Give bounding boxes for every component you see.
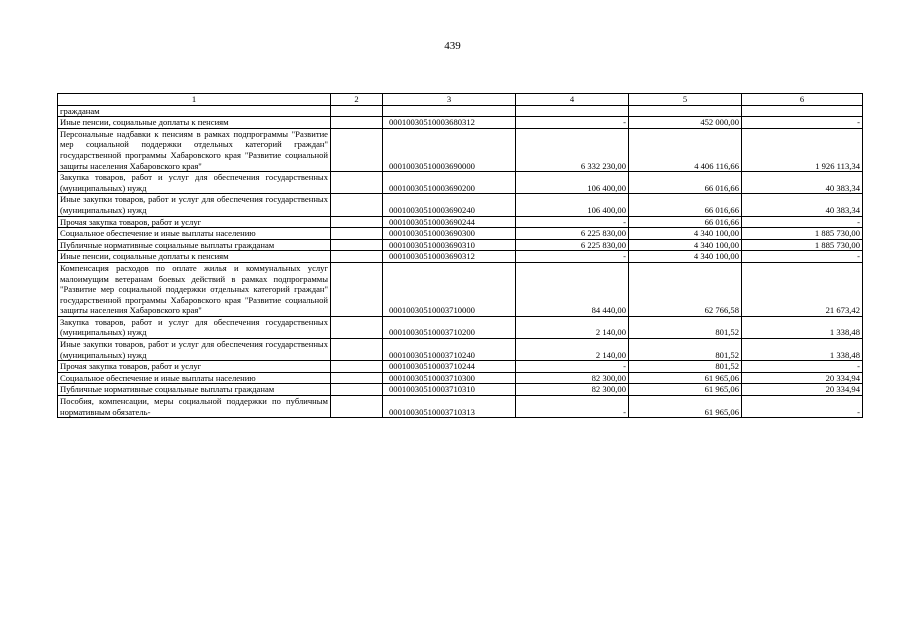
table-row: [58, 316, 863, 338]
row-value4-cell: 106 400,00: [516, 194, 629, 216]
row-name-cell: Иные закупки товаров, работ и услуг для обеспечения государственных (муниципальных) нужд: [58, 194, 331, 216]
row-col2-cell: [331, 105, 383, 117]
row-name-cell: Прочая закупка товаров, работ и услуг: [58, 216, 331, 228]
table-row: [58, 262, 863, 316]
row-col2-cell: [331, 316, 383, 338]
row-value5-cell: 66 016,66: [629, 216, 742, 228]
column-header-4: 4: [516, 94, 629, 106]
row-col2-cell: [331, 239, 383, 251]
row-value6-cell: -: [742, 216, 863, 228]
row-col2-cell: [331, 194, 383, 216]
row-value5-cell: 801,52: [629, 361, 742, 373]
row-col2-cell: [331, 384, 383, 396]
row-col2-cell: [331, 128, 383, 171]
row-name-cell: Иные пенсии, социальные доплаты к пенсиям: [58, 251, 331, 263]
row-name-cell: Компенсация расходов по оплате жилья и коммунальных услуг малоимущим ветеранам боевых действий в рамках подпрограммы "Развитие мер социальной поддержки отдельных категорий граждан" государственной программы Хабаровского края "Развитие социальной защиты населения Хабаровского края": [58, 262, 331, 316]
row-value4-cell: -: [516, 361, 629, 373]
column-header-6: 6: [742, 94, 863, 106]
row-col2-cell: [331, 361, 383, 373]
row-value4-cell: 2 140,00: [516, 339, 629, 361]
row-code-cell: 00010030510003710240: [383, 339, 516, 361]
row-value4-cell: [516, 105, 629, 117]
row-value4-cell: 6 225 830,00: [516, 239, 629, 251]
table-row: [58, 228, 863, 240]
table-row: [58, 396, 863, 418]
row-value6-cell: -: [742, 361, 863, 373]
column-header-5: 5: [629, 94, 742, 106]
row-name-cell: гражданам: [58, 105, 331, 117]
row-value5-cell: 62 766,58: [629, 262, 742, 316]
row-value5-cell: 801,52: [629, 339, 742, 361]
table-row: [58, 384, 863, 396]
row-value6-cell: 21 673,42: [742, 262, 863, 316]
row-value4-cell: 6 225 830,00: [516, 228, 629, 240]
row-value6-cell: 1 338,48: [742, 316, 863, 338]
row-code-cell: 00010030510003710200: [383, 316, 516, 338]
row-name-cell: Закупка товаров, работ и услуг для обеспечения государственных (муниципальных) нужд: [58, 172, 331, 194]
row-col2-cell: [331, 251, 383, 263]
row-value4-cell: 82 300,00: [516, 372, 629, 384]
row-name-cell: Иные закупки товаров, работ и услуг для обеспечения государственных (муниципальных) нужд: [58, 339, 331, 361]
row-value6-cell: 20 334,94: [742, 384, 863, 396]
row-col2-cell: [331, 216, 383, 228]
page-number: 439: [444, 40, 461, 52]
row-value6-cell: 40 383,34: [742, 194, 863, 216]
row-col2-cell: [331, 172, 383, 194]
row-value4-cell: 82 300,00: [516, 384, 629, 396]
row-value5-cell: 452 000,00: [629, 117, 742, 129]
table-row: [58, 117, 863, 129]
row-value4-cell: -: [516, 216, 629, 228]
row-col2-cell: [331, 228, 383, 240]
table-row: [58, 339, 863, 361]
row-value6-cell: [742, 105, 863, 117]
table-row: [58, 194, 863, 216]
row-name-cell: Закупка товаров, работ и услуг для обеспечения государственных (муниципальных) нужд: [58, 316, 331, 338]
row-value5-cell: 61 965,06: [629, 384, 742, 396]
row-code-cell: 00010030510003690244: [383, 216, 516, 228]
row-value5-cell: 66 016,66: [629, 172, 742, 194]
row-code-cell: [383, 105, 516, 117]
table-header-row: [58, 94, 863, 106]
table-row: [58, 372, 863, 384]
row-value5-cell: 61 965,06: [629, 396, 742, 418]
row-value6-cell: 1 885 730,00: [742, 239, 863, 251]
row-code-cell: 00010030510003690200: [383, 172, 516, 194]
row-col2-cell: [331, 396, 383, 418]
row-value5-cell: 801,52: [629, 316, 742, 338]
row-value4-cell: 106 400,00: [516, 172, 629, 194]
row-value6-cell: 1 885 730,00: [742, 228, 863, 240]
column-header-1: 1: [58, 94, 331, 106]
row-value6-cell: -: [742, 251, 863, 263]
row-name-cell: Публичные нормативные социальные выплаты гражданам: [58, 239, 331, 251]
row-value4-cell: 2 140,00: [516, 316, 629, 338]
row-name-cell: Пособия, компенсации, меры социальной поддержки по публичным нормативным обязатель-: [58, 396, 331, 418]
row-name-cell: Персональные надбавки к пенсиям в рамках подпрограммы "Развитие мер социальной поддержки отдельных категорий граждан" государственной программы Хабаровского края "Развитие социальной защиты населения Хабаровского края": [58, 128, 331, 171]
row-code-cell: 00010030510003690300: [383, 228, 516, 240]
row-value4-cell: -: [516, 251, 629, 263]
table-row: [58, 361, 863, 373]
table-row: [58, 105, 863, 117]
row-col2-cell: [331, 117, 383, 129]
row-code-cell: 00010030510003710313: [383, 396, 516, 418]
row-code-cell: 00010030510003710300: [383, 372, 516, 384]
row-value5-cell: 4 340 100,00: [629, 239, 742, 251]
row-code-cell: 00010030510003690310: [383, 239, 516, 251]
budget-table: [57, 93, 863, 418]
row-name-cell: Социальное обеспечение и иные выплаты населению: [58, 372, 331, 384]
row-col2-cell: [331, 339, 383, 361]
row-code-cell: 00010030510003680312: [383, 117, 516, 129]
row-name-cell: Иные пенсии, социальные доплаты к пенсиям: [58, 117, 331, 129]
row-code-cell: 00010030510003690312: [383, 251, 516, 263]
column-header-2: 2: [331, 94, 383, 106]
row-code-cell: 00010030510003710310: [383, 384, 516, 396]
row-name-cell: Прочая закупка товаров, работ и услуг: [58, 361, 331, 373]
row-value5-cell: 4 406 116,66: [629, 128, 742, 171]
row-code-cell: 00010030510003710000: [383, 262, 516, 316]
column-header-3: 3: [383, 94, 516, 106]
table-row: [58, 239, 863, 251]
row-code-cell: 00010030510003690240: [383, 194, 516, 216]
row-code-cell: 00010030510003710244: [383, 361, 516, 373]
table-row: [58, 251, 863, 263]
row-value5-cell: [629, 105, 742, 117]
row-value6-cell: -: [742, 117, 863, 129]
row-code-cell: 00010030510003690000: [383, 128, 516, 171]
table-row: [58, 128, 863, 171]
row-value4-cell: 6 332 230,00: [516, 128, 629, 171]
row-value6-cell: 1 926 113,34: [742, 128, 863, 171]
row-value5-cell: 4 340 100,00: [629, 228, 742, 240]
row-col2-cell: [331, 372, 383, 384]
row-value6-cell: 40 383,34: [742, 172, 863, 194]
row-name-cell: Социальное обеспечение и иные выплаты населению: [58, 228, 331, 240]
table-row: [58, 172, 863, 194]
row-value6-cell: 20 334,94: [742, 372, 863, 384]
row-value4-cell: -: [516, 396, 629, 418]
row-value4-cell: 84 440,00: [516, 262, 629, 316]
row-value6-cell: 1 338,48: [742, 339, 863, 361]
row-col2-cell: [331, 262, 383, 316]
row-value4-cell: -: [516, 117, 629, 129]
table-row: [58, 216, 863, 228]
row-value6-cell: -: [742, 396, 863, 418]
row-value5-cell: 61 965,06: [629, 372, 742, 384]
row-value5-cell: 66 016,66: [629, 194, 742, 216]
row-value5-cell: 4 340 100,00: [629, 251, 742, 263]
row-name-cell: Публичные нормативные социальные выплаты гражданам: [58, 384, 331, 396]
